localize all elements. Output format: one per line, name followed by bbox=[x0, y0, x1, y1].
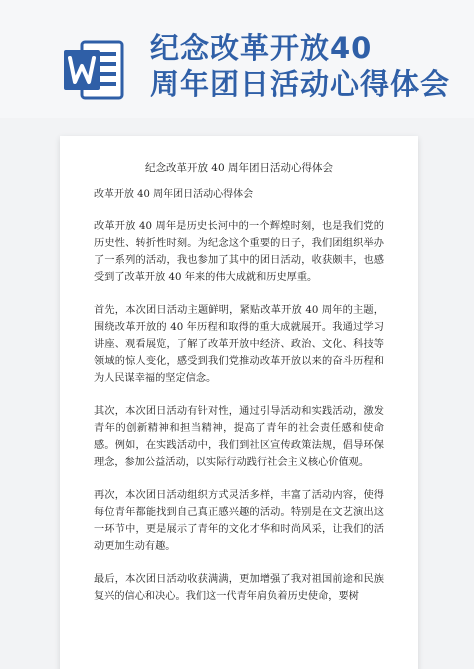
paragraph-1: 改革开放 40 周年是历史长河中的一个辉煌时刻，也是我们党的历史性、转折性时刻。为纪念这个重要的日子，我们团组织举办了一系列的活动，我也参加了其中的团日活动，收获颇丰，也感受到了改革开放 40 年来的伟大成就和历史厚重。 bbox=[94, 221, 384, 283]
page-title bbox=[150, 30, 450, 102]
word-document-icon bbox=[62, 38, 126, 102]
paragraph-2: 首先，本次团日活动主题鲜明，紧贴改革开放 40 周年的主题，围绕改革开放的 40 年历程和取得的重大成就展开。我通过学习讲座、观看展览，了解了改革开放中经济、政治、文化、科技等领域的惊人变化，感受到我们党推动改革开放以来的奋斗历程和为人民谋幸福的坚定信念。 bbox=[94, 305, 384, 384]
document-subtitle: 改革开放 40 周年团日活动心得体会 bbox=[94, 189, 254, 200]
document-page bbox=[60, 136, 418, 669]
paragraph-5: 最后，本次团日活动收获满满，更加增强了我对祖国前途和民族复兴的信心和决心。我们这一代青年肩负着历史使命，要树 bbox=[94, 574, 384, 602]
document-title: 纪念改革开放 40 周年团日活动心得体会 bbox=[144, 162, 334, 174]
page-header bbox=[0, 0, 474, 118]
paragraph-3: 其次，本次团日活动有针对性，通过引导活动和实践活动，激发青年的创新精神和担当精神，提高了青年的社会责任感和使命感。例如，在实践活动中，我们到社区宣传政策法规，倡导环保理念，参加公益活动，以实际行动践行社会主义核心价值观。 bbox=[94, 406, 384, 468]
paragraph-4: 再次，本次团日活动组织方式灵活多样，丰富了活动内容，使得每位青年都能找到自己真正感兴趣的活动。特别是在文艺演出这一环节中，更是展示了青年的文化才华和时尚风采，让我们的活动更加生动有趣。 bbox=[94, 490, 384, 552]
document-preview-area bbox=[0, 118, 474, 669]
title-line-1: 纪念改革开放40 bbox=[150, 31, 373, 65]
title-line-2: 周年团日活动心得体会 bbox=[150, 67, 451, 101]
